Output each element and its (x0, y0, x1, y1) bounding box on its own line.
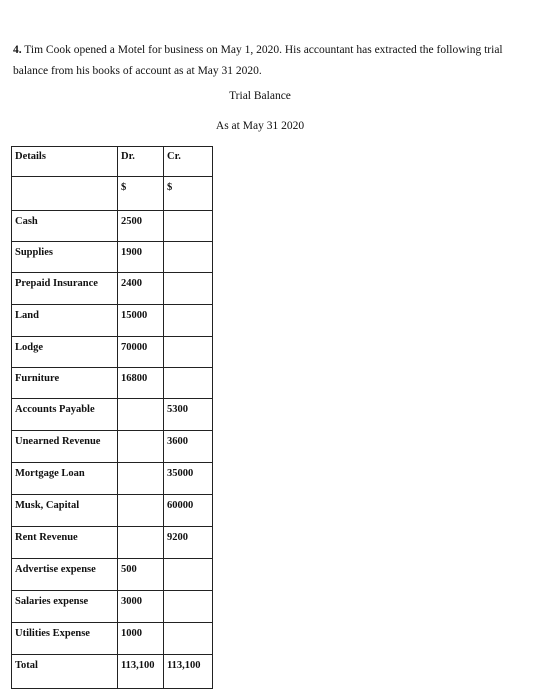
statement-title: Trial Balance (229, 90, 291, 102)
table-header-row (12, 147, 213, 177)
row-cr (164, 242, 213, 273)
table-row (12, 368, 213, 399)
row-dr (118, 399, 164, 431)
table-row (12, 431, 213, 463)
row-dr (118, 495, 164, 527)
row-cr: 5300 (164, 399, 213, 431)
question-number: 4. (13, 44, 22, 56)
table-row (12, 463, 213, 495)
row-details: Prepaid Insurance (12, 273, 118, 305)
row-details: Rent Revenue (12, 527, 118, 559)
currency-dr: $ (118, 177, 164, 211)
statement-date: As at May 31 2020 (215, 120, 305, 132)
table-row (12, 591, 213, 623)
row-dr: 2400 (118, 273, 164, 305)
total-row (12, 655, 213, 689)
row-cr (164, 211, 213, 242)
row-dr (118, 431, 164, 463)
trial-balance-table (11, 146, 213, 689)
header-dr: Dr. (118, 147, 164, 177)
row-cr: 9200 (164, 527, 213, 559)
table-row (12, 623, 213, 655)
row-dr: 3000 (118, 591, 164, 623)
table-row (12, 242, 213, 273)
table-row (12, 527, 213, 559)
row-details: Supplies (12, 242, 118, 273)
row-cr: 35000 (164, 463, 213, 495)
row-details: Advertise expense (12, 559, 118, 591)
row-dr (118, 463, 164, 495)
row-details: Unearned Revenue (12, 431, 118, 463)
row-details: Cash (12, 211, 118, 242)
table-row (12, 273, 213, 305)
row-cr: 60000 (164, 495, 213, 527)
table-row (12, 495, 213, 527)
table-row (12, 211, 213, 242)
header-details: Details (12, 147, 118, 177)
total-cr: 113,100 (164, 655, 213, 689)
row-cr (164, 559, 213, 591)
row-cr (164, 273, 213, 305)
row-details: Land (12, 305, 118, 337)
currency-details (12, 177, 118, 211)
row-details: Utilities Expense (12, 623, 118, 655)
row-details: Salaries expense (12, 591, 118, 623)
currency-row (12, 177, 213, 211)
row-cr (164, 623, 213, 655)
row-details: Furniture (12, 368, 118, 399)
table-row (12, 305, 213, 337)
table-row (12, 559, 213, 591)
question-body: Tim Cook opened a Motel for business on May 1, 2020. His accountant has extracted the following trial balance from his books of account as at May 31 2020. (13, 44, 503, 77)
table-row (12, 337, 213, 368)
row-details: Musk, Capital (12, 495, 118, 527)
row-dr: 1000 (118, 623, 164, 655)
row-dr: 1900 (118, 242, 164, 273)
question-text (13, 40, 523, 82)
row-cr: 3600 (164, 431, 213, 463)
row-dr: 70000 (118, 337, 164, 368)
row-dr: 500 (118, 559, 164, 591)
table-body (12, 177, 213, 689)
row-dr (118, 527, 164, 559)
row-dr: 2500 (118, 211, 164, 242)
row-dr: 15000 (118, 305, 164, 337)
row-cr (164, 305, 213, 337)
row-details: Lodge (12, 337, 118, 368)
row-dr: 16800 (118, 368, 164, 399)
row-cr (164, 368, 213, 399)
row-cr (164, 591, 213, 623)
header-cr: Cr. (164, 147, 213, 177)
row-cr (164, 337, 213, 368)
total-dr: 113,100 (118, 655, 164, 689)
row-details: Mortgage Loan (12, 463, 118, 495)
row-details: Accounts Payable (12, 399, 118, 431)
currency-cr: $ (164, 177, 213, 211)
total-details: Total (12, 655, 118, 689)
table-row (12, 399, 213, 431)
